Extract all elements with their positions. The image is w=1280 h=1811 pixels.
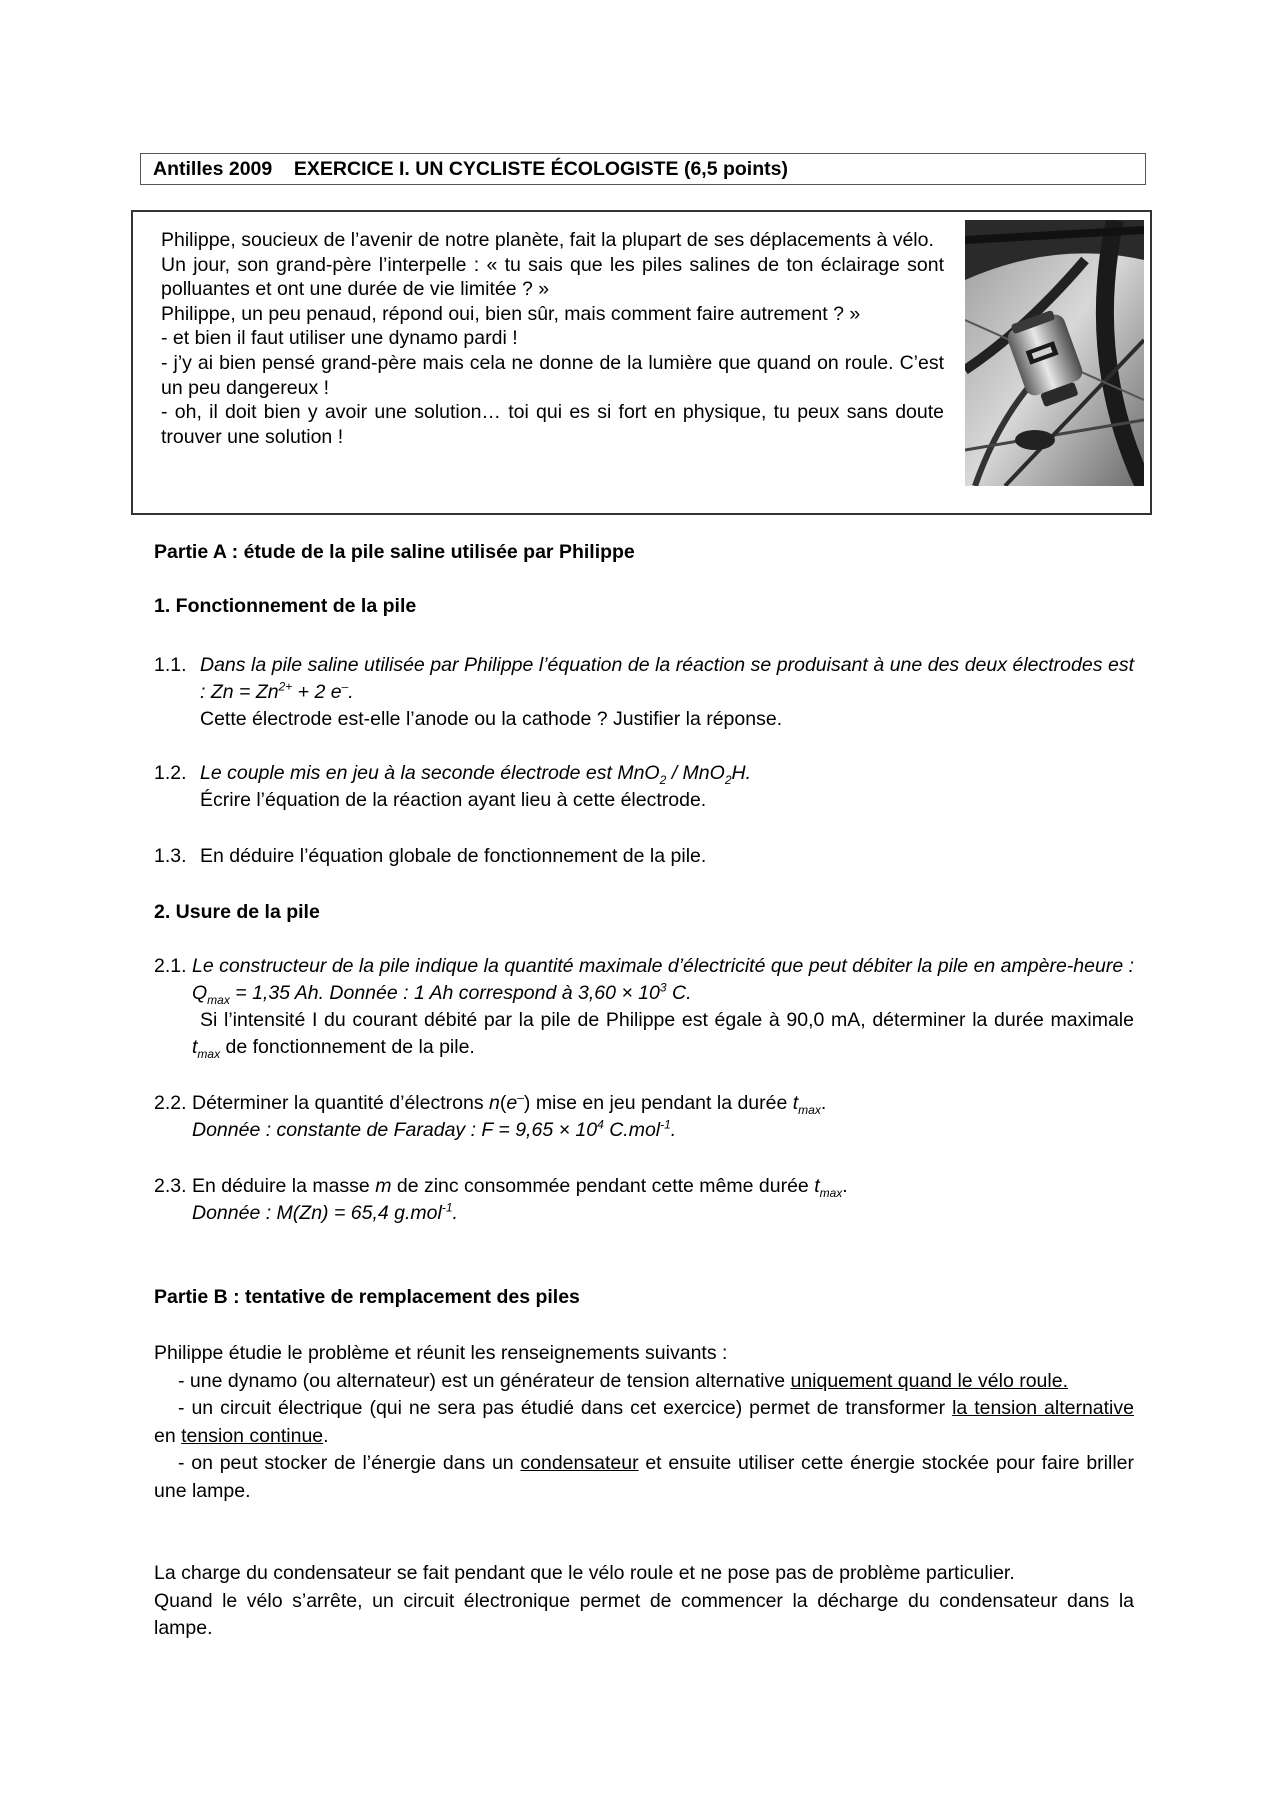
part-b-info xyxy=(154,1340,1134,1505)
exercise-header xyxy=(140,153,1146,185)
bicycle-dynamo-photo xyxy=(965,220,1144,486)
info-bullet: - on peut stocker de l’énergie dans un condensateur et ensuite utiliser cette énergie stockée pour faire briller une lampe. xyxy=(154,1452,1134,1502)
intro-paragraph: - et bien il faut utiliser une dynamo pardi ! xyxy=(161,327,518,350)
question-1-1-task: Cette électrode est-elle l’anode ou la cathode ? Justifier la réponse. xyxy=(200,708,783,730)
exercise-title: Antilles 2009 EXERCICE I. UN CYCLISTE ÉCOLOGISTE (6,5 points) xyxy=(153,158,788,180)
question-number: 2.1. xyxy=(154,955,187,977)
part-b-charge xyxy=(154,1560,1134,1643)
info-bullet: - un circuit électrique (qui ne sera pas étudié dans cet exercice) permet de transformer la tension alternative en tension continue. xyxy=(154,1397,1134,1447)
section-2-title: 2. Usure de la pile xyxy=(154,901,320,923)
info-bullet: - une dynamo (ou alternateur) est un générateur de tension alternative uniquement quand le vélo roule. xyxy=(178,1369,1069,1392)
question-1-3-task: En déduire l’équation globale de fonctionnement de la pile. xyxy=(200,845,707,867)
charge-paragraph: La charge du condensateur se fait pendant que le vélo roule et ne pose pas de problème particulier. xyxy=(154,1562,1015,1584)
intro-dialogue xyxy=(161,228,944,449)
question-1-1: 1.1. Dans la pile saline utilisée par Philippe l’équation de la réaction se produisant à une des deux électrodes est : $Zn = Zn^{2+} + 2$ e–. Cette électrode est-elle l’anode ou la cathode ? Justifier la réponse. xyxy=(154,654,1134,730)
question-2-2: 2.2. Déterminer la quantité d’électrons n(e–) mise en jeu pendant la durée $t_{max}$. Donnée : constante de Faraday : $F = 9,65 \times 10^4$ C.mol$^{-1}$. xyxy=(154,1090,827,1141)
question-number: 1.1. xyxy=(154,654,187,676)
part-a-title: Partie A : étude de la pile saline utilisée par Philippe xyxy=(154,541,635,563)
intro-paragraph: - oh, il doit bien y avoir une solution… toi qui es si fort en physique, tu peux sans doute trouver une solution ! xyxy=(161,401,944,448)
question-2-3: 2.3. En déduire la masse m de zinc consommée pendant cette même durée $t_{max}$. Donnée : M(Zn) = 65,4 g.mol$^{-1}$. xyxy=(154,1175,848,1224)
intro-paragraph: Philippe, un peu penaud, répond oui, bien sûr, mais comment faire autrement ? » xyxy=(161,302,861,325)
question-1-2: 1.2. Le couple mis en jeu à la seconde électrode est MnO$_2$ / MnO$_2$H. Écrire l’équation de la réaction ayant lieu à cette électrode. xyxy=(154,762,751,811)
part-b-intro: Philippe étudie le problème et réunit les renseignements suivants : xyxy=(154,1342,728,1364)
discharge-paragraph: Quand le vélo s’arrête, un circuit électronique permet de commencer la décharge du condensateur dans la lampe. xyxy=(154,1589,1134,1639)
question-1-3 xyxy=(154,843,1134,870)
question-number: 2.3. xyxy=(154,1175,187,1197)
question-number: 1.2. xyxy=(154,762,187,784)
intro-box xyxy=(131,210,1152,515)
part-b-title: Partie B : tentative de remplacement des piles xyxy=(154,1286,580,1308)
section-1-title: 1. Fonctionnement de la pile xyxy=(154,595,417,617)
question-1-2-task: Écrire l’équation de la réaction ayant lieu à cette électrode. xyxy=(200,789,707,811)
intro-paragraph: - j’y ai bien pensé grand-père mais cela ne donne de la lumière que quand on roule. C’est un peu dangereux ! xyxy=(161,351,944,399)
question-2-1: 2.1. Le constructeur de la pile indique la quantité maximale d’électricité que peut débiter la pile en ampère-heure : $Q_{max} = 1,35$ Ah. Donnée : 1 Ah correspond à $3,60 \times 10^3$ C. Si l’intensité I du courant débité par la pile de Philippe est égale à 90,0 mA, déterminer la durée maximale $t_{max}$ de fonctionnement de la pile. xyxy=(154,955,1134,1061)
question-number: 2.2. xyxy=(154,1092,187,1114)
intro-paragraph: Un jour, son grand-père l’interpelle : « tu sais que les piles salines de ton éclairage sont polluantes et ont une durée de vie limitée ? » xyxy=(161,253,944,301)
question-number: 1.3. xyxy=(154,845,187,867)
intro-paragraph: Philippe, soucieux de l’avenir de notre planète, fait la plupart de ses déplacements à vélo. xyxy=(161,229,934,251)
